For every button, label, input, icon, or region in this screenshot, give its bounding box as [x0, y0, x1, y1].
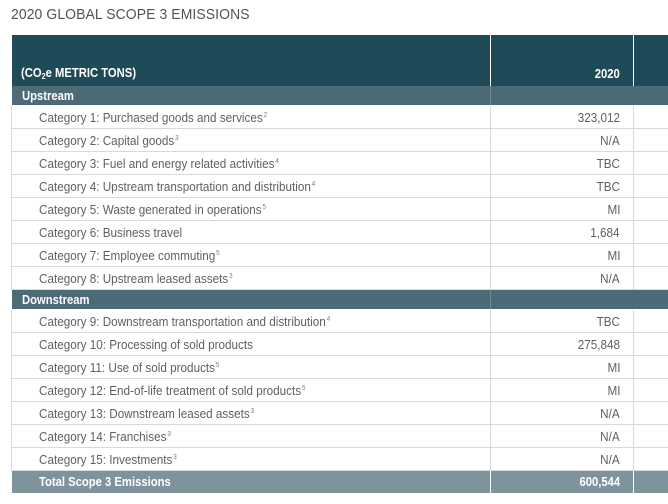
category-label: Category 15: Investments [39, 451, 173, 467]
total-extra-cell [634, 471, 668, 494]
total-row [12, 471, 668, 494]
category-label: Category 14: Franchises [39, 428, 167, 444]
emission-value: N/A [600, 428, 620, 444]
table-row [12, 221, 668, 244]
table-row [12, 333, 668, 356]
emissions-table [11, 35, 668, 493]
category-label: Category 11: Use of sold products [39, 359, 216, 375]
footnote-marker: 5 [262, 203, 267, 211]
table-row [12, 425, 668, 448]
category-label: Category 5: Waste generated in operations [39, 201, 262, 217]
emission-value: 323,012 [577, 109, 620, 125]
footnote-marker: 4 [275, 157, 279, 165]
emission-value: MI [606, 382, 620, 398]
table-row [12, 198, 668, 221]
value-cell [491, 267, 634, 290]
table-row [12, 175, 668, 198]
unit-suffix: e METRIC TONS) [45, 66, 136, 80]
emission-value: MI [606, 201, 620, 217]
category-label: Category 8: Upstream leased assets [39, 270, 229, 286]
category-cell [12, 379, 491, 402]
row-extra-cell [634, 425, 668, 448]
row-extra-cell [634, 244, 668, 267]
row-extra-cell [634, 129, 668, 152]
section-label [12, 86, 491, 106]
emission-value: N/A [600, 405, 620, 421]
footnote-marker: 3 [173, 453, 177, 461]
emission-value: 1,684 [590, 224, 620, 240]
table-row [12, 379, 668, 402]
emission-value: 275,848 [577, 336, 620, 352]
category-label: Category 4: Upstream transportation and distribution [39, 178, 311, 194]
table-row [12, 106, 668, 129]
category-cell [12, 267, 491, 290]
footnote-marker: 5 [215, 361, 220, 369]
footnote-marker: 3 [167, 430, 171, 438]
row-extra-cell [634, 356, 668, 379]
row-extra-cell [634, 333, 668, 356]
value-cell [491, 448, 634, 471]
emission-value: N/A [600, 270, 620, 286]
emission-value: MI [606, 247, 620, 263]
section-label [12, 290, 491, 310]
emission-value: TBC [596, 178, 620, 194]
category-label: Category 6: Business travel [39, 224, 183, 240]
section-value-cell [491, 290, 634, 310]
emission-value: N/A [600, 132, 620, 148]
page-title: 2020 GLOBAL SCOPE 3 EMISSIONS [11, 6, 250, 23]
footnote-marker: 4 [326, 315, 331, 323]
section-row-upstream [12, 86, 668, 106]
footnote-marker: 3 [175, 134, 179, 142]
section-value-cell [491, 86, 634, 106]
value-cell [491, 198, 634, 221]
table-header-row [12, 35, 668, 86]
category-cell [12, 333, 491, 356]
category-label: Category 7: Employee commuting [39, 247, 216, 263]
value-cell [491, 425, 634, 448]
category-label: Category 3: Fuel and energy related activities [39, 155, 275, 171]
footnote-marker: 4 [311, 180, 316, 188]
category-cell [12, 106, 491, 129]
unit-header [12, 35, 491, 86]
category-cell [12, 310, 491, 333]
row-extra-cell [634, 175, 668, 198]
value-cell [491, 221, 634, 244]
section-extra-cell [634, 86, 668, 106]
value-cell [491, 129, 634, 152]
footnote-marker: 2 [263, 111, 268, 119]
section-name: Downstream [21, 292, 90, 307]
value-cell [491, 244, 634, 267]
category-label: Category 12: End-of-life treatment of sold products [39, 382, 302, 398]
value-cell [491, 175, 634, 198]
category-label: Category 13: Downstream leased assets [39, 405, 250, 421]
value-cell [491, 310, 634, 333]
table-row [12, 448, 668, 471]
category-cell [12, 129, 491, 152]
year-header [491, 35, 634, 86]
section-name: Upstream [21, 88, 74, 103]
value-cell [491, 106, 634, 129]
category-label: Category 10: Processing of sold products [39, 336, 253, 352]
row-extra-cell [634, 310, 668, 333]
category-cell [12, 448, 491, 471]
table-row [12, 356, 668, 379]
row-extra-cell [634, 221, 668, 244]
year-label: 2020 [594, 67, 620, 81]
total-value-cell [491, 471, 634, 494]
row-extra-cell [634, 267, 668, 290]
row-extra-cell [634, 106, 668, 129]
row-extra-cell [634, 448, 668, 471]
table-row [12, 152, 668, 175]
total-label-cell [12, 471, 491, 494]
value-cell [491, 356, 634, 379]
row-extra-cell [634, 152, 668, 175]
value-cell [491, 333, 634, 356]
category-label: Category 1: Purchased goods and services [39, 109, 263, 125]
total-value: 600,544 [579, 475, 620, 489]
footnote-marker: 3 [250, 407, 255, 415]
value-cell [491, 402, 634, 425]
emission-value: TBC [596, 155, 620, 171]
table-row [12, 310, 668, 333]
category-cell [12, 425, 491, 448]
row-extra-cell [634, 379, 668, 402]
category-cell [12, 356, 491, 379]
table-row [12, 244, 668, 267]
row-extra-cell [634, 198, 668, 221]
emission-value: N/A [600, 451, 620, 467]
footnote-marker: 5 [216, 249, 220, 257]
category-cell [12, 198, 491, 221]
category-cell [12, 402, 491, 425]
value-cell [491, 152, 634, 175]
category-cell [12, 175, 491, 198]
category-cell [12, 152, 491, 175]
section-row-downstream [12, 290, 668, 310]
table-row [12, 402, 668, 425]
table-row [12, 267, 668, 290]
unit-prefix: (CO [20, 66, 42, 80]
category-label: Category 9: Downstream transportation and distribution [39, 313, 326, 329]
header-extra-cell [634, 35, 668, 86]
category-label: Category 2: Capital goods [39, 132, 175, 148]
row-extra-cell [634, 402, 668, 425]
emission-value: TBC [596, 313, 620, 329]
unit-subscript: 2 [41, 72, 46, 81]
footnote-marker: 5 [301, 384, 306, 392]
total-label: Total Scope 3 Emissions [38, 475, 171, 489]
category-cell [12, 221, 491, 244]
value-cell [491, 379, 634, 402]
table-row [12, 129, 668, 152]
section-extra-cell [634, 290, 668, 310]
footnote-marker: 3 [229, 272, 233, 280]
emission-value: MI [606, 359, 620, 375]
category-cell [12, 244, 491, 267]
